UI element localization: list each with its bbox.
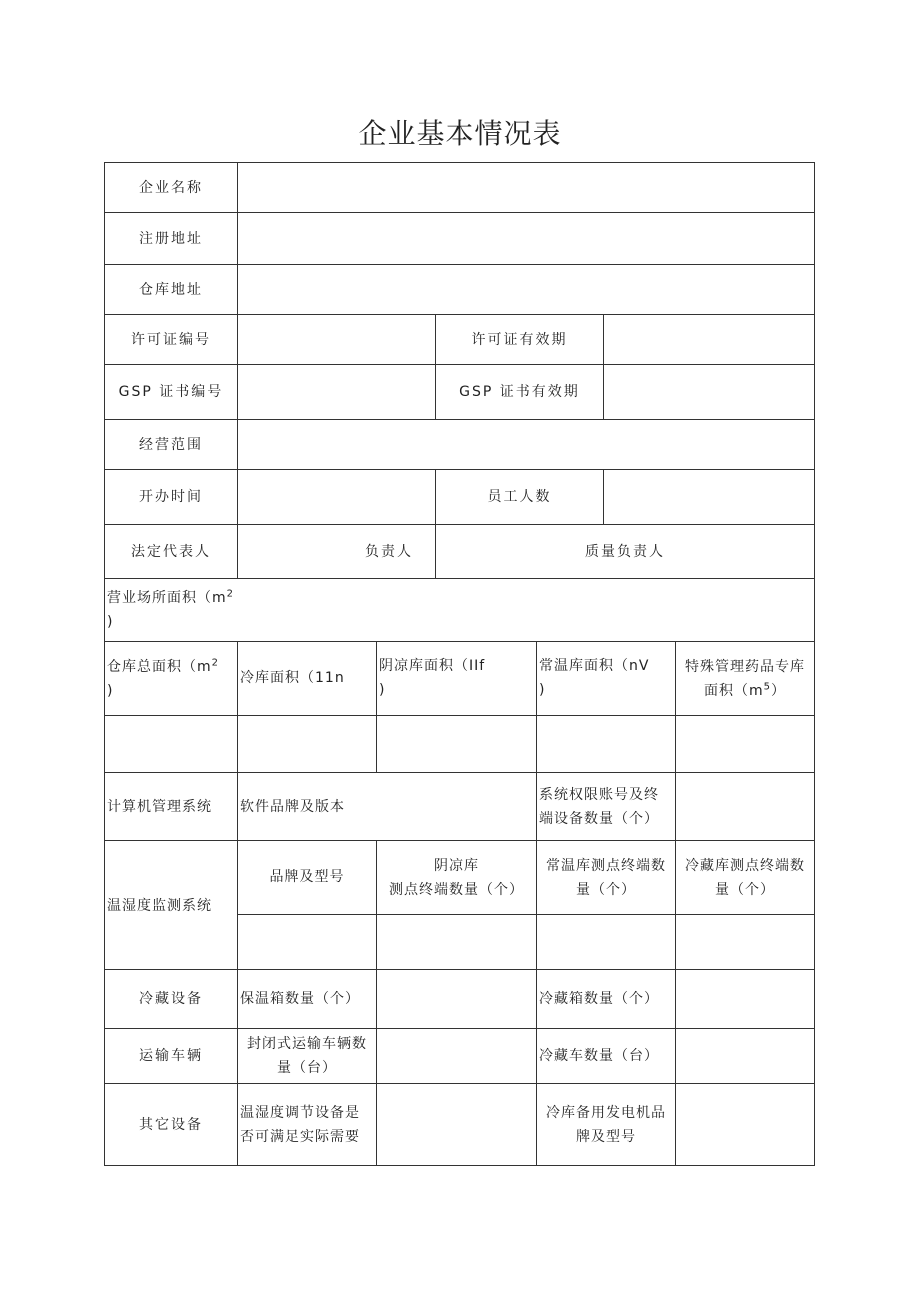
label-brand-model: 品牌及型号 xyxy=(269,869,345,885)
label-company-name: 企业名称 xyxy=(139,179,203,196)
label-software-brand: 软件品牌及版本 xyxy=(240,798,345,815)
cold-area-field[interactable] xyxy=(238,716,376,772)
license-no-field[interactable] xyxy=(238,315,435,364)
label-business-area: 营业场所面积（$m^2$ ) xyxy=(107,588,235,630)
label-cold-points: 冷藏库测点终端数 量（个） xyxy=(685,857,805,898)
label-business-scope: 经营范围 xyxy=(139,436,203,453)
label-principal[interactable]: 负责人 xyxy=(365,543,413,560)
label-license-no: 许可证编号 xyxy=(131,331,211,348)
cool-area-field[interactable] xyxy=(377,716,536,772)
humidity-adjust-field[interactable] xyxy=(377,1084,536,1165)
license-validity-field[interactable] xyxy=(604,315,814,364)
label-normal-area: 常温库面积（nV ) xyxy=(539,658,650,698)
gsp-no-field[interactable] xyxy=(238,365,435,419)
page-title: 企业基本情况表 xyxy=(358,117,562,150)
label-cold-area: 冷库面积（11n xyxy=(240,670,345,686)
warehouse-total-area-field[interactable] xyxy=(105,716,237,772)
normal-area-field[interactable] xyxy=(537,716,675,772)
employees-field[interactable] xyxy=(604,470,814,524)
label-employees: 员工人数 xyxy=(487,489,552,505)
system-accounts-field[interactable] xyxy=(676,773,814,840)
brand-model-field[interactable] xyxy=(238,915,376,969)
label-warehouse-address: 仓库地址 xyxy=(139,281,203,298)
unit-superscript: 2 xyxy=(211,656,220,668)
label-special-area: 特殊管理药品专库 面积$(m^5)$ xyxy=(685,658,805,699)
gsp-validity-field[interactable] xyxy=(604,365,814,419)
label-gsp-validity: GSP 证书有效期 xyxy=(459,384,580,400)
label-cold-equipment: 冷藏设备 xyxy=(139,991,203,1007)
label-legal-rep: 法定代表人 xyxy=(131,543,211,560)
cold-points-field[interactable] xyxy=(676,915,814,969)
label-cool-area: 阴凉库面积（IIf ) xyxy=(379,658,486,698)
label-normal-points: 常温库测点终端数 量（个） xyxy=(546,857,666,898)
label-warehouse-total-area: 仓库总面积（$m^2$ ) xyxy=(107,656,220,699)
normal-points-field[interactable] xyxy=(537,915,675,969)
business-area-field[interactable] xyxy=(238,579,814,641)
label-gsp-no: GSP 证书编号 xyxy=(118,384,224,400)
label-computer-system: 计算机管理系统 xyxy=(107,798,212,815)
cold-vehicles-field[interactable] xyxy=(676,1029,814,1083)
label-humidity-adjust: 温湿度调节设备是 否可满足实际需要 xyxy=(240,1104,360,1145)
company-name-field[interactable] xyxy=(238,163,814,212)
business-scope-field[interactable] xyxy=(238,420,814,469)
label-insulated-boxes: 保温箱数量（个） xyxy=(240,991,360,1007)
label-system-accounts: 系统权限账号及终 端设备数量（个） xyxy=(539,786,659,827)
cool-points-field[interactable] xyxy=(377,915,536,969)
insulated-boxes-field[interactable] xyxy=(377,970,536,1028)
label-generator: 冷库备用发电机品 牌及型号 xyxy=(546,1104,666,1145)
closed-vehicles-field[interactable] xyxy=(377,1029,536,1083)
open-time-field[interactable] xyxy=(238,470,435,524)
label-registered-address: 注册地址 xyxy=(139,230,203,247)
label-cold-boxes: 冷藏箱数量（个） xyxy=(539,991,659,1007)
label-cold-vehicles: 冷藏车数量（台） xyxy=(539,1048,659,1064)
label-license-validity: 许可证有效期 xyxy=(471,331,568,348)
warehouse-address-field[interactable] xyxy=(238,265,814,314)
label-vehicles: 运输车辆 xyxy=(139,1048,203,1064)
label-closed-vehicles: 封闭式运输车辆数 量（台） xyxy=(247,1036,367,1076)
unit-superscript: 5 xyxy=(763,680,771,692)
generator-field[interactable] xyxy=(676,1084,814,1165)
label-quality-principal[interactable]: 质量负责人 xyxy=(585,543,665,560)
special-area-field[interactable] xyxy=(676,716,814,772)
label-cool-points: 阴凉库 测点终端数量（个） xyxy=(389,857,524,898)
label-temp-monitor: 温湿度监测系统 xyxy=(107,898,212,914)
label-other-equipment: 其它设备 xyxy=(139,1116,203,1133)
software-brand-field[interactable] xyxy=(377,773,536,840)
registered-address-field[interactable] xyxy=(238,213,814,264)
unit-superscript: 2 xyxy=(226,588,235,600)
cold-boxes-field[interactable] xyxy=(676,970,814,1028)
label-open-time: 开办时间 xyxy=(139,489,203,505)
